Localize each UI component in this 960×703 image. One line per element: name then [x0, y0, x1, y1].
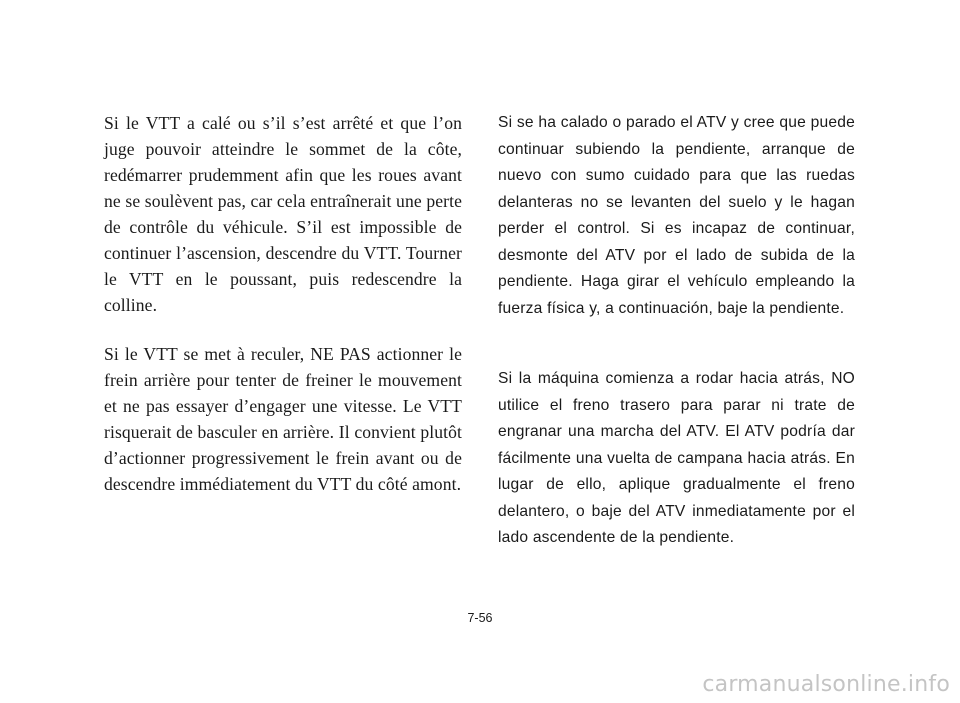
spanish-paragraph-stalled: Si se ha calado o parado el ATV y cree que puede continuar subiendo la pendiente, arranque de nuevo con sumo cuidado para que las ruedas delanteras no se levanten del suelo y le hagan perder el control. Si es incapaz de continuar, desmonte del ATV por el lado de subida de la pendiente. Haga girar el vehículo empleando la fuerza física y, a continuación, baje la pendiente. [498, 114, 855, 317]
french-paragraph-stalled: Si le VTT a calé ou s’il s’est arrêté et que l’on juge pouvoir atteindre le sommet de la côte, redémarrer prudemment afin que les roues avant ne se soulèvent pas, car cela entraînerait une perte de contrôle du véhicule. S’il est impossible de continuer l’ascension, descendre du VTT. Tourner le VTT en le poussant, puis redescendre la colline. [104, 113, 462, 315]
french-paragraph-rolling-back: Si le VTT se met à reculer, NE PAS actionner le frein arrière pour tenter de freiner le mouvement et ne pas essayer d’engager une vitesse. Le VTT risquerait de basculer en arrière. Il convient plutôt d’actionner progressivement le frein avant ou de descendre immédiatement du VTT du côté amont. [104, 344, 462, 494]
page-number: 7-56 [467, 611, 493, 625]
spanish-paragraph-rolling-back: Si la máquina comienza a rodar hacia atrás, NO utilice el freno trasero para parar ni trate de engranar una marcha del ATV. El ATV podría dar fácilmente una vuelta de campana hacia atrás. En lugar de ello, aplique gradualmente el freno delantero, o baje del ATV inmediatamente por el lado ascendente de la pendiente. [498, 370, 855, 546]
watermark: carmanualsonline.info [702, 672, 950, 697]
